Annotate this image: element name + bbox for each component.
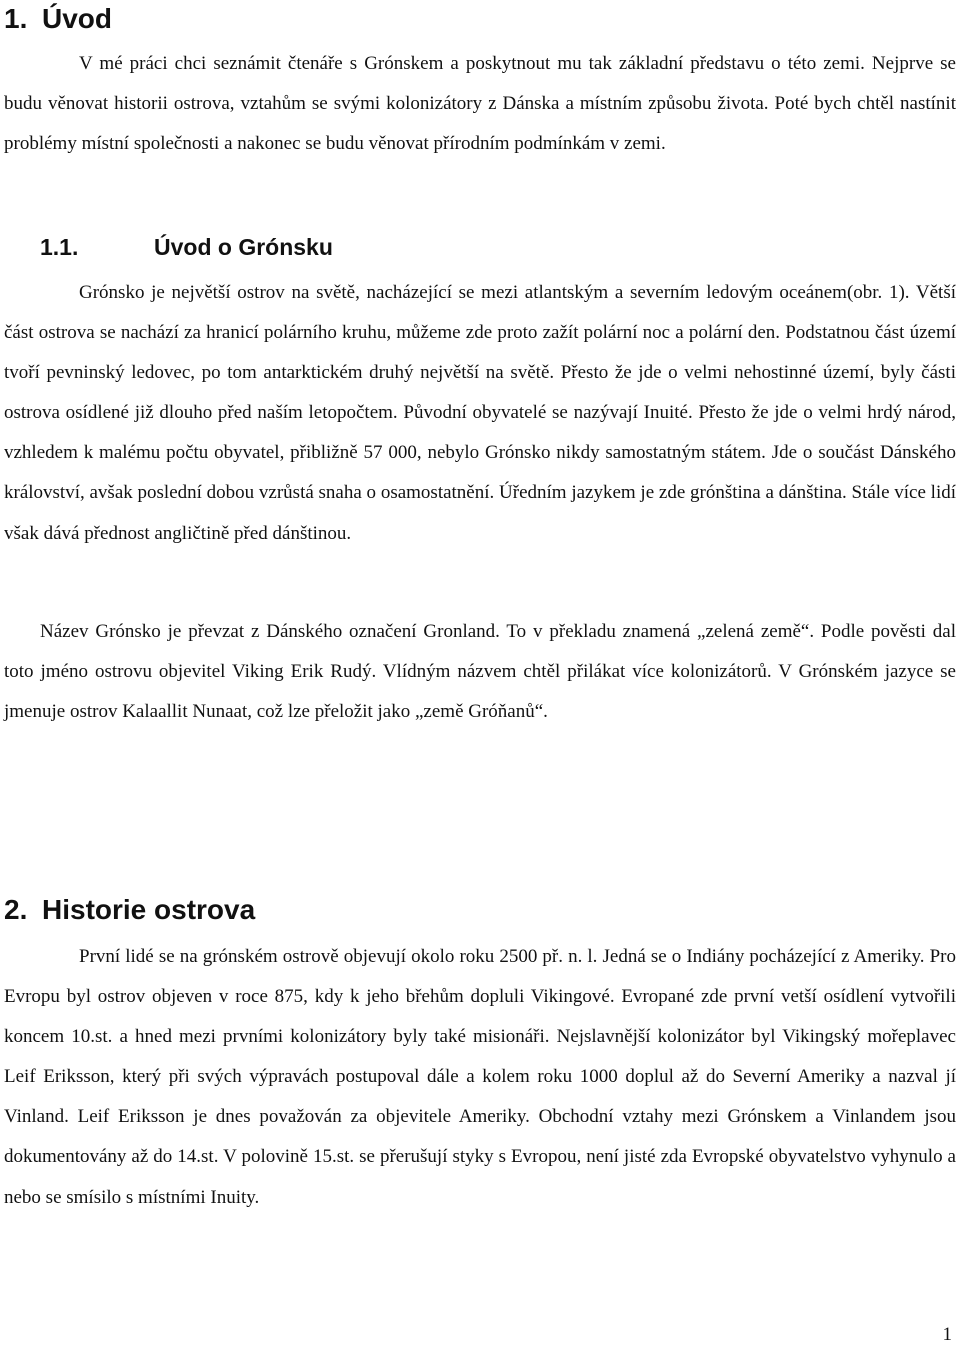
- heading-title: Historie ostrova: [42, 894, 256, 925]
- paragraph-historie: První lidé se na grónském ostrově objevují okolo roku 2500 př. n. l. Jedná se o Indiány pocházející z Ameriky. Pro Evropu byl ostrov objeven v roce 875, kdy k jeho břehům dopluli Vikingové. Evropané zde první vetší osídlení vytvořili koncem 10.st. a hned mezi prvními kolonizátory byly také misionáři. Nejslavnější kolonizátor byl Vikingský mořeplavec Leif Eriksson, který při svých výpravách postupoval dále a kolem roku 1000 doplul až do Severní Ameriky a nazval jí Vinland. Leif Eriksson je dnes považován za objevitele Ameriky. Obchodní vztahy mezi Grónskem a Vinlandem jsou dokumentovány až do 14.st. V polovině 15.st. se přerušují styky s Evropou, není jisté zda Evropské obyvatelstvo vyhynulo a nebo se smísilo s místními Inuity.: [4, 946, 956, 1208]
- heading-number: 1.: [4, 3, 28, 34]
- heading-historie-ostrova: [4, 893, 255, 927]
- paragraph-gronsko-name: Název Grónsko je převzat z Dánského označení Gronland. To v překladu znamená „zelená země“. Podle pověsti dal toto jméno ostrovu objevitel Viking Erik Rudý. Vlídným názvem chtěl přilákat více kolonizátorů. V Grónském jazyce se jmenuje ostrov Kalaallit Nunaat, což lze přeložit jako „země Gróňanů“.: [4, 621, 956, 723]
- heading-uvod: [4, 2, 112, 36]
- heading-title: Úvod: [42, 3, 112, 34]
- heading-title: Úvod o Grónsku: [154, 234, 333, 260]
- heading-number: 1.1.: [40, 234, 79, 260]
- paragraph-intro: V mé práci chci seznámit čtenáře s Grónskem a poskytnout mu tak základní představu o této zemi. Nejprve se budu věnovat historii ostrova, vztahům se svými kolonizátory z Dánska a místním způsobu života. Poté bych chtěl nastínit problémy místní společnosti a nakonec se budu věnovat přírodním podmínkám v zemi.: [4, 53, 956, 155]
- heading-number: 2.: [4, 894, 28, 925]
- paragraph-gronsko-overview: Grónsko je největší ostrov na světě, nacházející se mezi atlantským a severním ledovým oceánem(obr. 1). Větší část ostrova se nachází za hranicí polárního kruhu, můžeme zde proto zažít polární noc a polární den. Podstatnou část území tvoří pevninský ledovec, po tom antarktickém druhý největší na světě. Přesto že jde o velmi nehostinné území, byly části ostrova osídlené již dlouho před naším letopočtem. Původní obyvatelé se nazývají Inuité. Přesto že jde o velmi hrdý národ, vzhledem k malému počtu obyvatel, přibližně 57 000, nebylo Grónsko nikdy samostatným státem. Jde o součást Dánského království, avšak poslední dobou vzrůstá snaha o osamostatnění. Úředním jazykem je zde grónština a dánština. Stále více lidí však dává přednost angličtině před dánštinou.: [4, 282, 956, 544]
- page-number: 1: [942, 1324, 952, 1345]
- heading-uvod-o-gronsku: [40, 232, 333, 262]
